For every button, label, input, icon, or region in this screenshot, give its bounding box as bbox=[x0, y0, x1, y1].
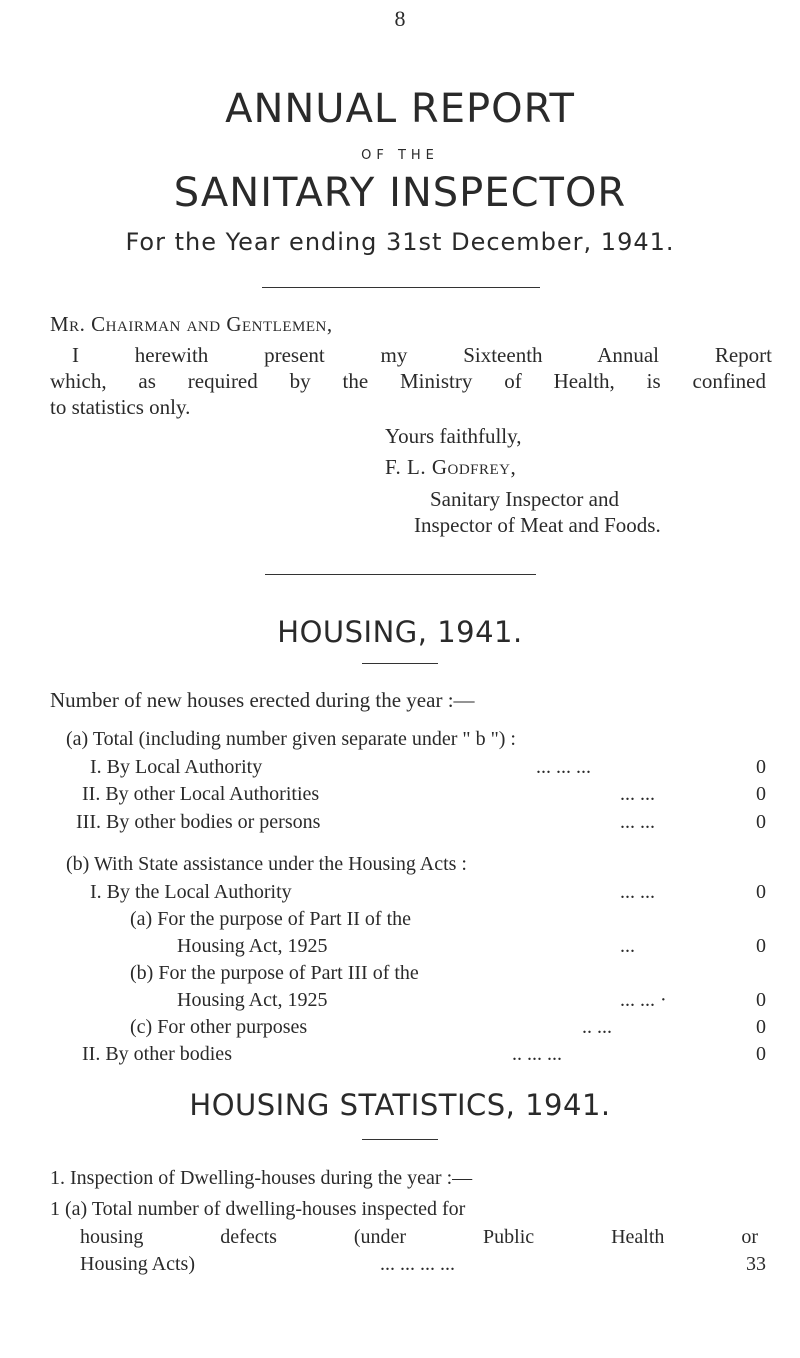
section-a-item-2: II. By other Local Authorities bbox=[82, 783, 320, 805]
section-b-item-a-line2: Housing Act, 1925 bbox=[177, 935, 328, 957]
report-period: For the Year ending 31st December, 1941. bbox=[125, 228, 675, 256]
statistics-item-1a-line2: housing defects (under Public Health or bbox=[80, 1226, 758, 1248]
statistics-item-1a-value: 33 bbox=[746, 1253, 766, 1275]
closing: Yours faithfully, bbox=[385, 424, 522, 448]
statistics-item-1a-dots: ... ... ... ... bbox=[380, 1253, 455, 1275]
section-b-item-c-value: 0 bbox=[756, 1016, 766, 1038]
report-title: ANNUAL REPORT bbox=[225, 86, 575, 132]
report-subject: SANITARY INSPECTOR bbox=[173, 170, 627, 216]
section-a-item-2-dots: ... ... bbox=[620, 783, 655, 805]
housing-statistics-heading: HOUSING STATISTICS, 1941. bbox=[189, 1088, 611, 1122]
section-a-item-1: I. By Local Authority bbox=[90, 756, 263, 778]
page-number: 8 bbox=[394, 6, 406, 31]
section-a-item-3: III. By other bodies or persons bbox=[76, 811, 321, 833]
signatory-title-line2: Inspector of Meat and Foods. bbox=[414, 513, 661, 537]
section-b-item-c-dots: .. ... bbox=[582, 1016, 612, 1038]
statistics-item-1a-line3: Housing Acts) bbox=[80, 1253, 195, 1275]
section-b-item-b-line2: Housing Act, 1925 bbox=[177, 989, 328, 1011]
section-a-item-3-value: 0 bbox=[756, 811, 766, 833]
section-b-item-b-line1: (b) For the purpose of Part III of the bbox=[130, 962, 419, 984]
section-a-item-3-dots: ... ... bbox=[620, 811, 655, 833]
statistics-item-1: 1. Inspection of Dwelling-houses during the year :— bbox=[50, 1167, 473, 1189]
section-b-item-ii-value: 0 bbox=[756, 1043, 766, 1065]
letter-body-line1: I herewith present my Sixteenth Annual Report bbox=[72, 343, 772, 367]
section-b-item-ii: II. By other bodies bbox=[82, 1043, 232, 1065]
section-a-label: (a) Total (including number given separate under " b ") : bbox=[66, 728, 516, 750]
section-b-item-ii-dots: .. ... ... bbox=[512, 1043, 562, 1065]
section-b-item-a-value: 0 bbox=[756, 935, 766, 957]
section-b-item-a-line1: (a) For the purpose of Part II of the bbox=[130, 908, 412, 930]
housing-heading: HOUSING, 1941. bbox=[277, 615, 523, 649]
section-a-item-1-value: 0 bbox=[756, 756, 766, 778]
signatory-title-line1: Sanitary Inspector and bbox=[430, 487, 619, 511]
section-b-item-i-dots: ... ... bbox=[620, 881, 655, 903]
letter-body-line3: to statistics only. bbox=[50, 395, 191, 419]
signature: F. L. Godfrey, bbox=[385, 455, 517, 479]
statistics-item-1a-line1: 1 (a) Total number of dwelling-houses inspected for bbox=[50, 1198, 466, 1220]
section-b-item-b-value: 0 bbox=[756, 989, 766, 1011]
section-a-item-2-value: 0 bbox=[756, 783, 766, 805]
section-b-item-c: (c) For other purposes bbox=[130, 1016, 308, 1038]
section-b-item-a-dots: ... bbox=[620, 935, 635, 957]
divider bbox=[262, 287, 540, 288]
letter-body-line2: which, as required by the Ministry of Health, is confined bbox=[50, 369, 766, 393]
section-b-item-b-dots: ... ... · bbox=[620, 989, 667, 1011]
divider bbox=[265, 574, 536, 575]
divider bbox=[362, 663, 438, 664]
section-b-label: (b) With State assistance under the Housing Acts : bbox=[66, 853, 467, 875]
section-b-item-i: I. By the Local Authority bbox=[90, 881, 292, 903]
section-b-item-i-value: 0 bbox=[756, 881, 766, 903]
section-a-item-1-dots: ... ... ... bbox=[536, 756, 591, 778]
report-title-of-the: OF THE bbox=[361, 148, 439, 163]
housing-intro: Number of new houses erected during the year :— bbox=[50, 688, 475, 712]
salutation: Mr. Chairman and Gentlemen, bbox=[50, 312, 333, 336]
divider bbox=[362, 1139, 438, 1140]
